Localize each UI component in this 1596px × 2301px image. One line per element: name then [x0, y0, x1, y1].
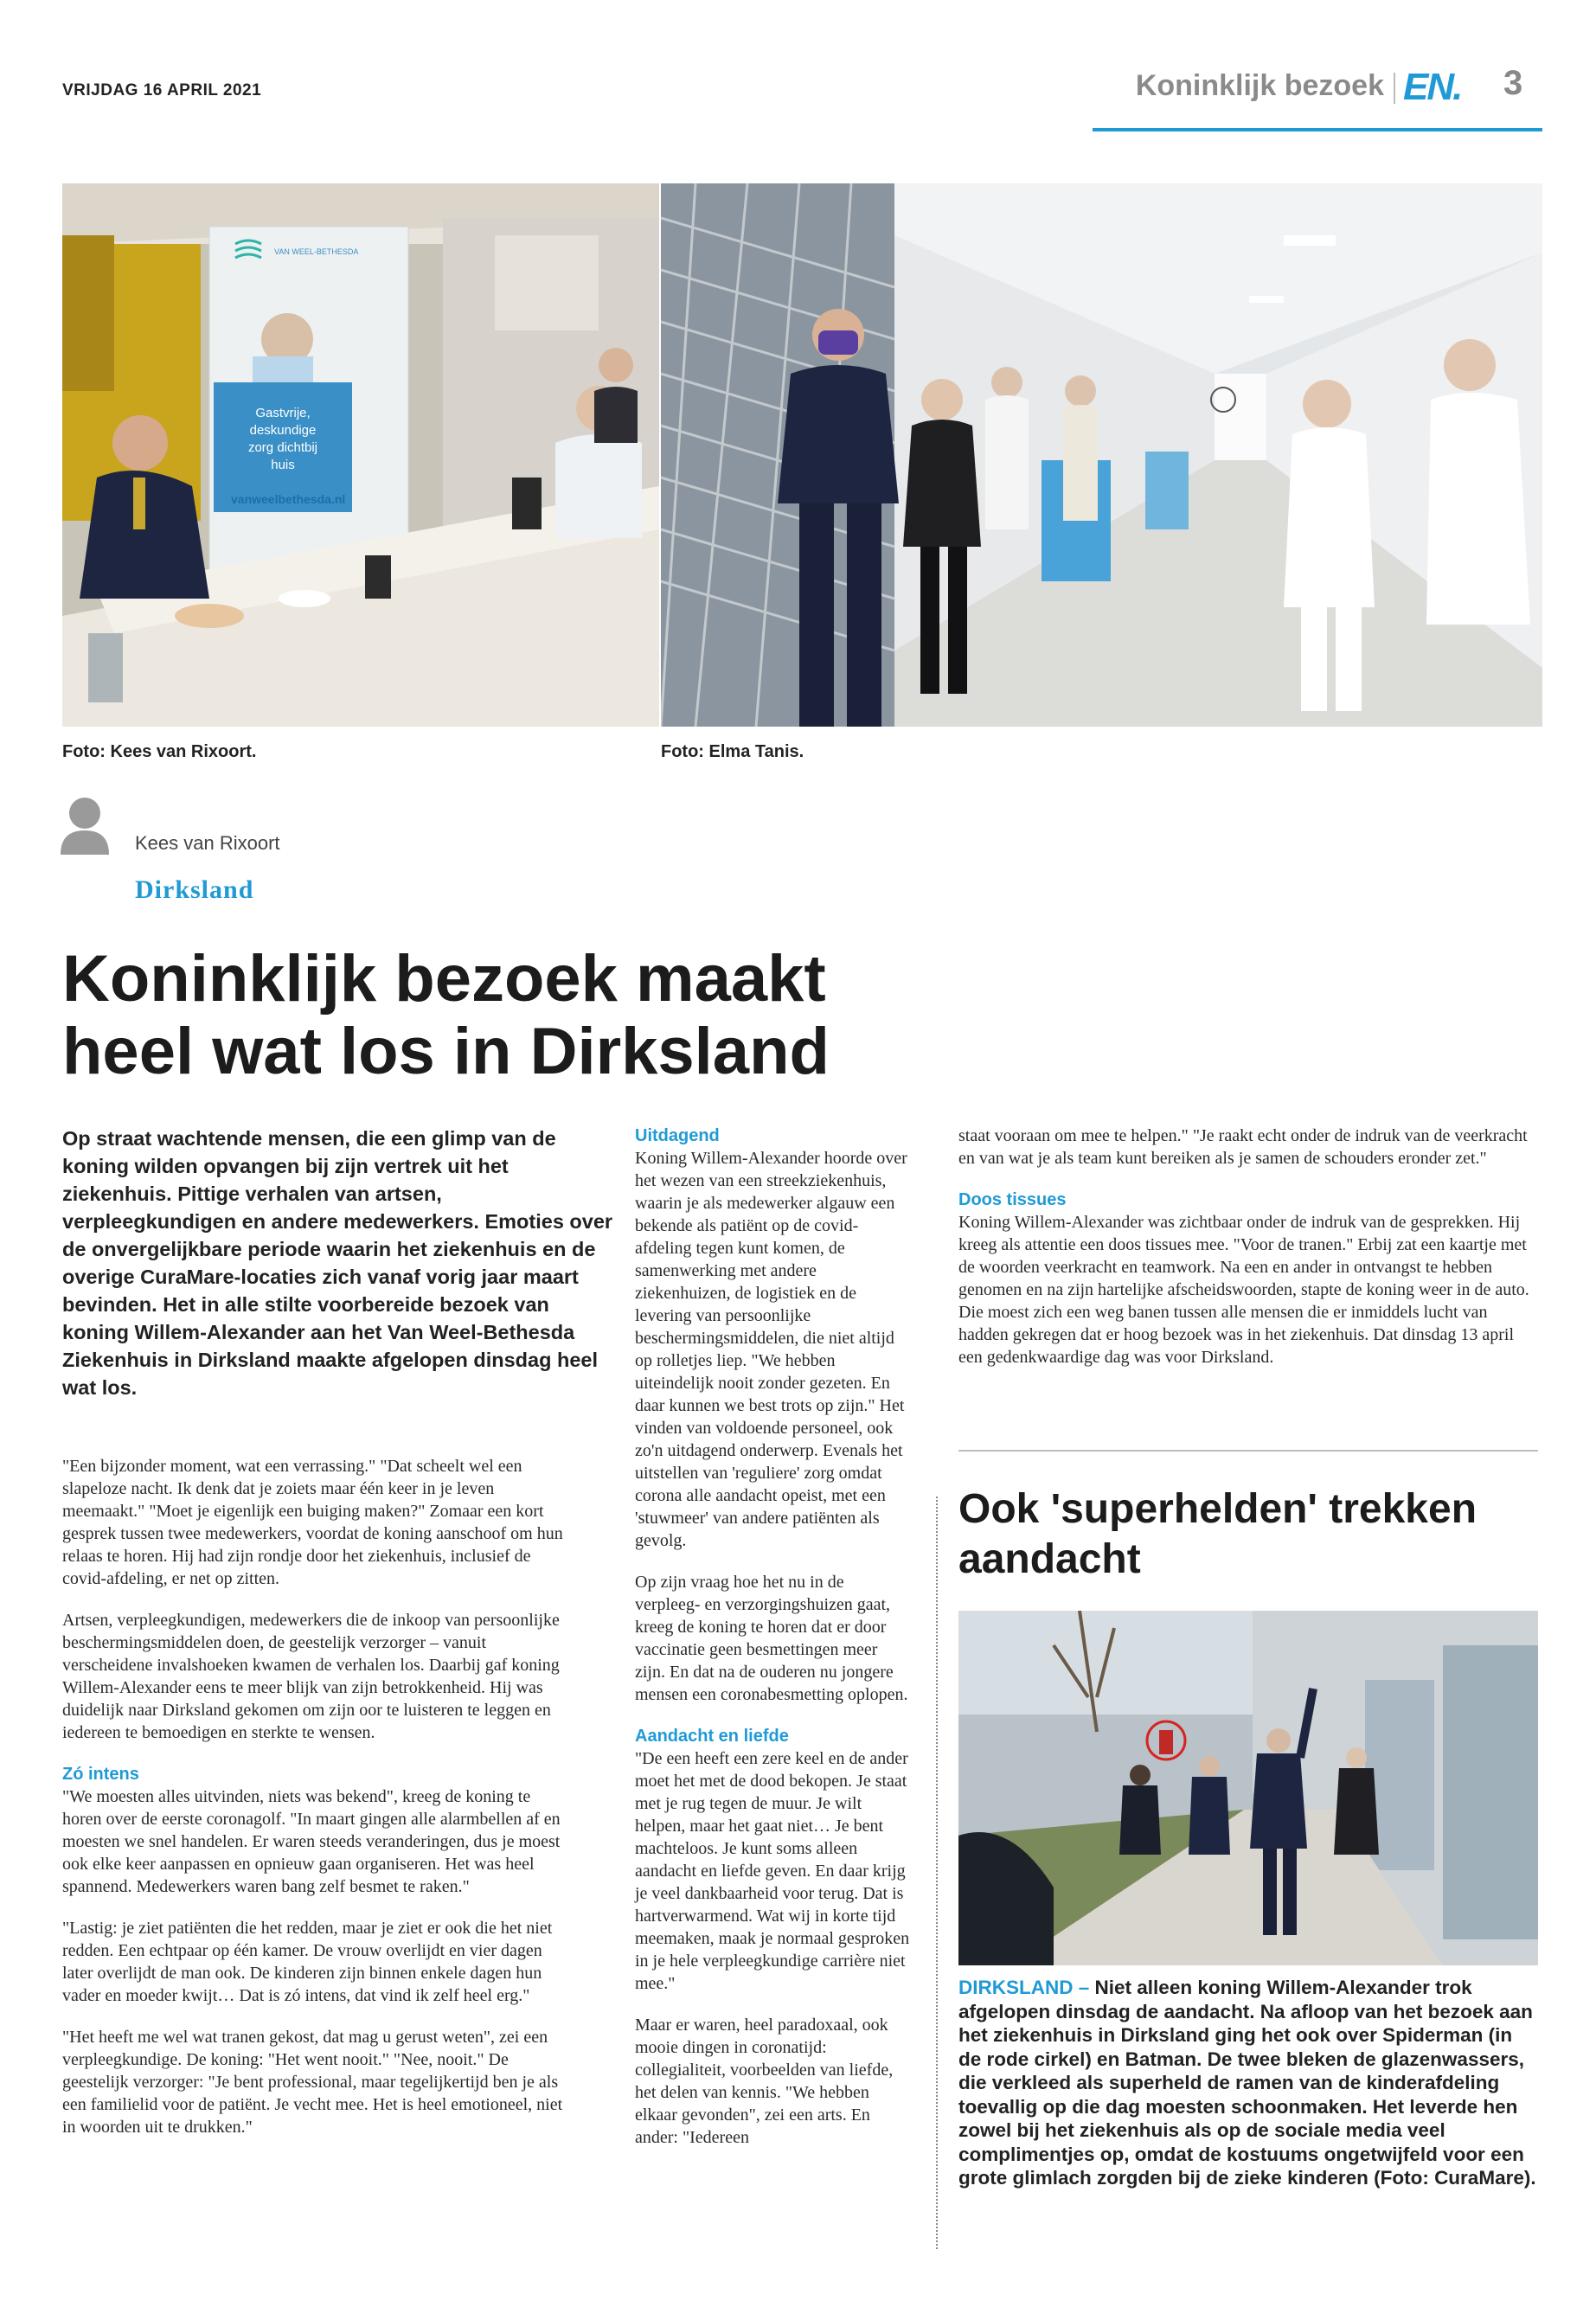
issue-date: VRIJDAG 16 APRIL 2021 — [62, 81, 262, 99]
paragraph: Koning Willem-Alexander was zichtbaar onder de indruk van de gesprekken. Hij kreeg als attentie een doos tissues mee. "Voor de tranen." Erbij zat een kaartje met de woorden veerkracht en teamwork. Na een en ander in ontvangst te hebben genomen en na zijn hartelijke afscheidswoorden, stapte de koning weer in de auto. Die moest zich een weg banen tussen alle mensen die er inmiddels lucht van hadden gekregen dat er hoog bezoek was in het ziekenhuis. Dat dinsdag 13 april een gedenkwaardige dag was voor Dirksland. — [958, 1213, 1529, 1367]
sidebar-caption-text: Niet alleen koning Willem-Alexander trok afgelopen dinsdag de aandacht. Na afloop van het bezoek aan het ziekenhuis in Dirksland ging het ook over Spiderman (in de rode cirkel) en Batman. De twee bleken de glazenwassers, die verkleed als superheld de ramen van de kinderafdeling toevallig op die dag moesten schoonmaken. Het leverde hen zowel bij het ziekenhuis als op de sociale media veel complimentjes op, omdat de kostuums ongetwijfeld voor een grote glimlach zorgden bij de zieke kinderen (Foto: CuraMare). — [958, 1977, 1536, 2189]
dateline: Dirksland — [135, 875, 254, 904]
paragraph: "Het heeft me wel wat tranen gekost, dat mag u gerust weten", zei een verpleegkundige. De koning: "Het went nooit." "Nee, nooit." De geestelijk verzorger: "Je bent professional, maar tegelijkertijd ben je als een familielid voor de patiënt. Je vecht mee. Het is heel emotioneel, niet in woorden uit te drukken." — [62, 2028, 563, 2137]
subheading: Aandacht en liefde — [635, 1727, 789, 1746]
subheading: Zó intens — [62, 1765, 139, 1784]
photo-superheroes — [958, 1611, 1538, 1965]
sidebar-caption — [958, 1976, 1538, 2190]
subheading: Uitdagend — [635, 1126, 720, 1145]
header-rule — [1093, 128, 1542, 131]
photo-caption-right: Foto: Elma Tanis. — [661, 742, 804, 761]
paragraph: Maar er waren, heel paradoxaal, ook mooie dingen in coronatijd: collegialiteit, voorbeelden van liefde, het delen van kennis. "We hebben elkaar gevonden", zei een arts. En ander: "Iedereen — [635, 2016, 894, 2147]
paragraph: "De een heeft een zere keel en de ander moet het met de dood bekopen. Je staat met je rug tegen de muur. Je wilt helpen, maar het gaat niet… Je bent machteloos. Je kunt soms alleen aandacht en liefde geven. En daar krijg je veel dankbaarheid voor terug. Dat is hartverwarmend. Wat wij in korte tijd meemaken, maak je normaal gesproken in je hele verpleegkundige carrière niet mee." — [635, 1749, 910, 1993]
sidebar-title: Ook 'superhelden' trekken aandacht — [958, 1486, 1477, 1582]
article-column-1 — [62, 1455, 573, 2157]
photo-hospital-corridor — [661, 183, 1542, 727]
paragraph: staat vooraan om mee te helpen." "Je raakt echt onder de indruk van de veerkracht en van wat je als team kunt bereiken als je samen de schouders eronder zet." — [958, 1126, 1528, 1168]
paragraph: Op zijn vraag hoe het nu in de verpleeg- en verzorgingshuizen gaat, kreeg de koning te horen dat er door vaccinatie geen besmettingen meer zijn. En dat na de ouderen nu jongere mensen een coronabesmetting oplopen. — [635, 1573, 908, 1704]
paragraph: "Lastig: je ziet patiënten die het redden, maar je ziet er ook die het niet redden. Een echtpaar op één kamer. De vrouw overlijdt en vier dagen later overlijdt de man ook. De kinderen zijn binnen enkele dagen hun vader en moeder kwijt… Dat is zó intens, dat vind ik zelf heel erg." — [62, 1919, 553, 2005]
photo-caption-left: Foto: Kees van Rixoort. — [62, 742, 257, 761]
paragraph: "Een bijzonder moment, wat een verrassing." "Dat scheelt wel een slapeloze nacht. Ik denk dat je zoiets maar één keer in je leven meemaakt." "Moet je eigenlijk een buiging maken?" Zomaar een kort gesprek tussen twee medewerkers, voordat de koning aanschoof om hun relaas te horen. Hij had zijn rondje door het ziekenhuis, inclusief de covid-afdeling, er net op zitten. — [62, 1457, 563, 1588]
headline: Koninklijk bezoek maakt heel wat los in Dirksland — [62, 942, 830, 1088]
column-divider — [936, 1497, 938, 2249]
svg-text:VAN WEEL-BETHESDA: VAN WEEL-BETHESDA — [274, 247, 359, 256]
sidebar-top-rule — [958, 1450, 1538, 1452]
paragraph: Artsen, verpleegkundigen, medewerkers die de inkoop van persoonlijke beschermingsmiddelen doen, de geestelijk verzorger – vanuit verscheidene invalshoeken kwamen de verhalen los. Daarbij gaf koning Willem-Alexander eens te meer blijk van zijn betrokkenheid. Hij was duidelijk naar Dirksland gekomen om zijn oor te luisteren te leggen en iedereen te bemoedigen en sterkte te wensen. — [62, 1611, 560, 1742]
brand-logo: EN. — [1403, 66, 1462, 108]
subheading: Doos tissues — [958, 1190, 1067, 1209]
svg-text:vanweelbethesda.nl: vanweelbethesda.nl — [231, 492, 346, 506]
svg-text:Gastvrije,: Gastvrije, — [255, 406, 311, 420]
sidebar-dateline: DIRKSLAND – — [958, 1977, 1090, 1998]
lead-paragraph: Op straat wachtende mensen, die een glimp van de koning wilden opvangen bij zijn vertrek uit het ziekenhuis. Pittige verhalen van artsen, verpleegkundigen en andere medewerkers. Emoties over de onvergelijkbare periode waarin het ziekenhuis en de overige CuraMare-locaties zich vanaf vorig jaar maart bevinden. Het in alle stilte voorbereide bezoek van koning Willem-Alexander aan het Van Weel-Bethesda Ziekenhuis in Dirksland maakte afgelopen dinsdag heel wat los. — [62, 1127, 613, 1399]
svg-text:huis: huis — [271, 458, 295, 472]
author-avatar-icon — [61, 796, 109, 855]
article-column-3 — [958, 1125, 1538, 1388]
page-number: 3 — [1503, 64, 1523, 102]
svg-text:zorg dichtbij: zorg dichtbij — [247, 440, 318, 455]
article-column-2 — [635, 1125, 912, 2168]
header-separator — [1394, 73, 1395, 104]
svg-text:deskundige: deskundige — [249, 423, 317, 438]
section-title: Koninklijk bezoek — [1135, 69, 1384, 102]
author-name: Kees van Rixoort — [135, 832, 280, 854]
paragraph: Koning Willem-Alexander hoorde over het wezen van een streekziekenhuis, waarin je als medewerker algauw een bekende als patiënt op de covid-afdeling tegen kunt komen, de samenwerking met andere ziekenhuizen, de logistiek en de levering van persoonlijke beschermingsmiddelen, die niet altijd op rolletjes liep. "We hebben uiteindelijk nooit zonder gezeten. En daar kunnen we best trots op zijn." Het vinden van voldoende personeel, ook zo'n uitdagend onderwerp. Evenals het uitstellen van 'reguliere' zorg omdat corona alle aandacht opeist, met een 'stuwmeer' van andere patiënten als gevolg. — [635, 1149, 907, 1550]
photo-meeting-room — [62, 183, 659, 727]
paragraph: "We moesten alles uitvinden, niets was bekend", kreeg de koning te horen over de eerste coronagolf. "In maart gingen alle alarmbellen af en moesten we snel handelen. Er waren steeds veranderingen, dus je moest ook elke keer aanpassen en opnieuw gaan organiseren. Het was heel spannend. Medewerkers waren bang zelf besmet te raken." — [62, 1787, 561, 1896]
